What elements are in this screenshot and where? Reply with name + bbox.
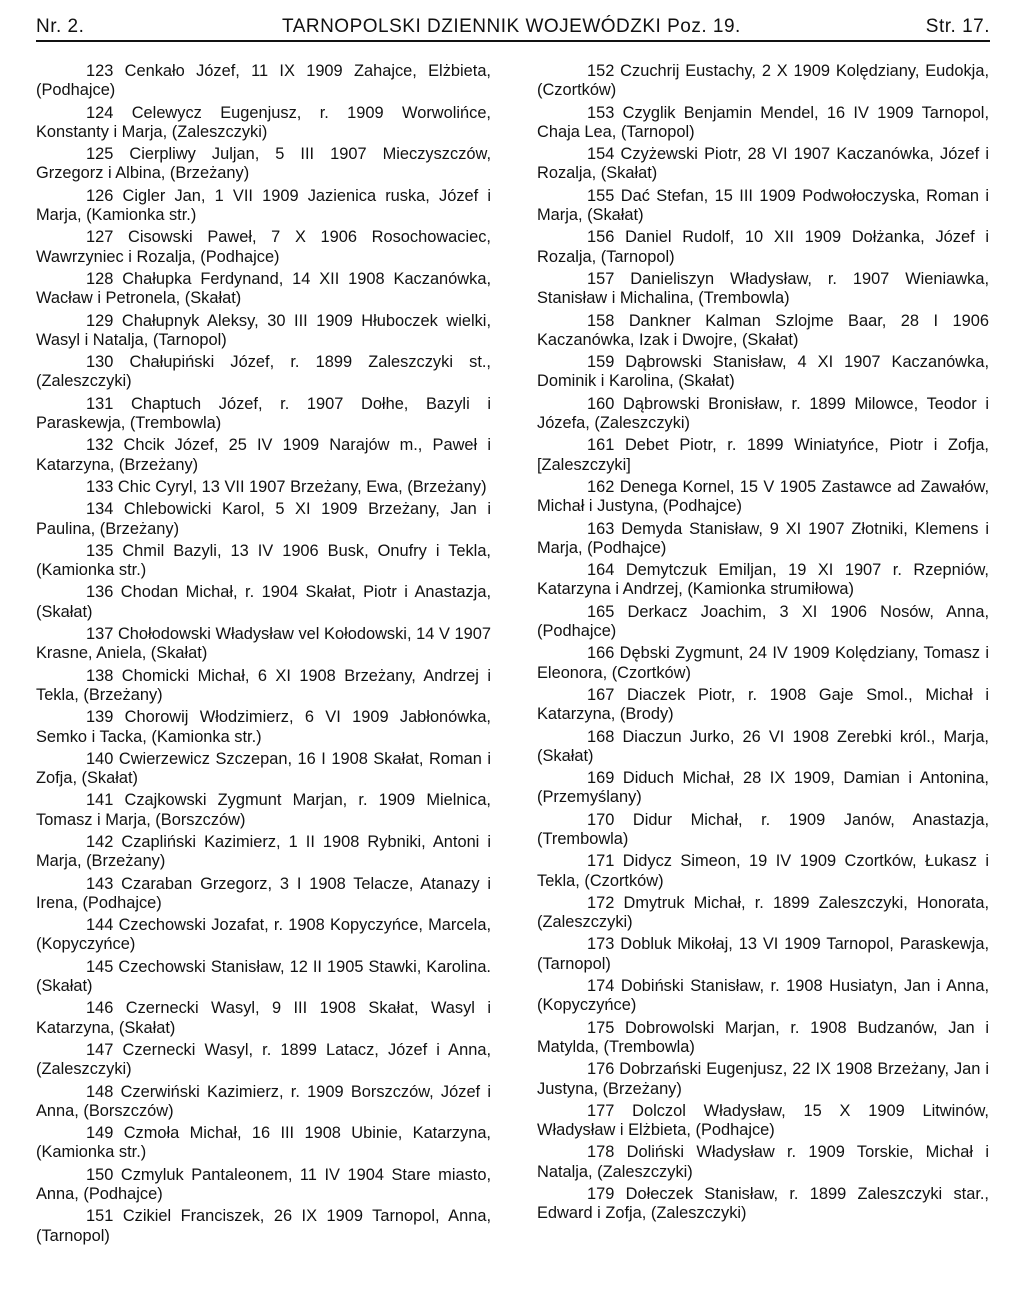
registry-entry: 133 Chic Cyryl, 13 VII 1907 Brzeżany, Ewa, (Brzeżany) [86,477,487,496]
registry-entry: 162 Denega Kornel, 15 V 1905 Zastawce ad Zawałów, Michał i Justyna, (Podhajce) [537,477,989,516]
registry-entry: 136 Chodan Michał, r. 1904 Skałat, Piotr i Anastazja, (Skałat) [36,583,491,621]
registry-entry: 145 Czechowski Stanisław, 12 II 1905 Stawki, Karolina. (Skałat) [36,957,491,996]
registry-entry: 127 Cisowski Paweł, 7 X 1906 Rosochowaciec, Wawrzyniec i Rozalja, (Podhajce) [36,228,491,266]
registry-entry: 123 Cenkało Józef, 11 IX 1909 Zahajce, Elżbieta, (Podhajce) [36,62,491,100]
registry-entry: 128 Chałupka Ferdynand, 14 XII 1908 Kaczanówka, Wacław i Petronela, (Skałat) [36,269,491,308]
page-header [36,12,990,42]
registry-entry: 144 Czechowski Jozafat, r. 1908 Kopyczyńce, Marcela, (Kopyczyńce) [36,916,491,954]
registry-entry: 126 Cigler Jan, 1 VII 1909 Jazienica ruska, Józef i Marja, (Kamionka str.) [36,186,491,225]
registry-entry: 157 Danieliszyn Władysław, r. 1907 Wieniawka, Stanisław i Michalina, (Trembowla) [537,269,989,308]
registry-entry: 160 Dąbrowski Bronisław, r. 1899 Milowce, Teodor i Józefa, (Zaleszczyki) [537,394,989,433]
registry-entry: 132 Chcik Józef, 25 IV 1909 Narajów m., Paweł i Katarzyna, (Brzeżany) [36,436,491,474]
registry-entry: 178 Doliński Władysław r. 1909 Torskie, Michał i Natalja, (Zaleszczyki) [537,1143,989,1181]
registry-entry: 158 Dankner Kalman Szlojme Baar, 28 I 1906 Kaczanówka, Izak i Dwojre, (Skałat) [537,311,989,349]
page-number: Str. 17. [925,16,990,37]
registry-entry: 138 Chomicki Michał, 6 XI 1908 Brzeżany, Andrzej i Tekla, (Brzeżany) [36,666,491,704]
registry-entry: 139 Chorowij Włodzimierz, 6 VI 1909 Jabłonówka, Semko i Tacka, (Kamionka str.) [36,708,491,746]
registry-entry: 137 Chołodowski Władysław vel Kołodowski, 14 V 1907 Krasne, Aniela, (Skałat) [36,625,491,663]
registry-entry: 163 Demyda Stanisław, 9 XI 1907 Złotniki, Klemens i Marja, (Podhajce) [537,519,989,557]
registry-entry: 176 Dobrzański Eugenjusz, 22 IX 1908 Brzeżany, Jan i Justyna, (Brzeżany) [537,1060,989,1098]
registry-entry: 142 Czapliński Kazimierz, 1 II 1908 Rybniki, Antoni i Marja, (Brzeżany) [36,832,491,871]
registry-entry: 166 Dębski Zygmunt, 24 IV 1909 Kolędziany, Tomasz i Eleonora, (Czortków) [537,644,989,682]
registry-entry: 135 Chmil Bazyli, 13 IV 1906 Busk, Onufry i Tekla, (Kamionka str.) [36,541,491,580]
registry-entry: 130 Chałupiński Józef, r. 1899 Zaleszczyki st., (Zaleszczyki) [36,353,491,391]
registry-entry: 172 Dmytruk Michał, r. 1899 Zaleszczyki, Honorata, (Zaleszczyki) [537,893,989,932]
registry-entry: 168 Diaczun Jurko, 26 VI 1908 Zerebki król., Marja, (Skałat) [537,727,989,765]
registry-entry: 129 Chałupnyk Aleksy, 30 III 1909 Hłuboczek wielki, Wasyl i Natalja, (Tarnopol) [36,311,491,349]
registry-entry: 152 Czuchrij Eustachy, 2 X 1909 Kolędziany, Eudokja, (Czortków) [537,62,989,100]
registry-entry: 140 Cwierzewicz Szczepan, 16 I 1908 Skałat, Roman i Zofja, (Skałat) [36,749,491,788]
registry-entry: 134 Chlebowicki Karol, 5 XI 1909 Brzeżany, Jan i Paulina, (Brzeżany) [36,500,491,538]
registry-entry: 173 Dobluk Mikołaj, 13 VI 1909 Tarnopol, Paraskewja, (Tarnopol) [537,935,989,973]
registry-entry: 156 Daniel Rudolf, 10 XII 1909 Dołżanka, Józef i Rozalja, (Tarnopol) [537,228,989,266]
registry-entry: 149 Czmoła Michał, 16 III 1908 Ubinie, Katarzyna, (Kamionka str.) [36,1124,491,1162]
registry-entry: 124 Celewycz Eugenjusz, r. 1909 Worwolińce, Konstanty i Marja, (Zaleszczyki) [36,103,491,141]
issue-number: Nr. 2. [36,16,85,37]
journal-title: TARNOPOLSKI DZIENNIK WOJEWÓDZKI Poz. 19. [282,16,741,37]
registry-entry: 143 Czaraban Grzegorz, 3 I 1908 Telacze, Atanazy i Irena, (Podhajce) [36,874,491,912]
registry-entry: 150 Czmyluk Pantaleonem, 11 IV 1904 Stare miasto, Anna, (Podhajce) [36,1165,491,1204]
registry-entry: 171 Didycz Simeon, 19 IV 1909 Czortków, Łukasz i Tekla, (Czortków) [537,852,989,890]
registry-entry: 174 Dobiński Stanisław, r. 1908 Husiatyn, Jan i Anna, (Kopyczyńce) [537,977,989,1015]
registry-entry: 147 Czernecki Wasyl, r. 1899 Latacz, Józef i Anna, (Zaleszczyki) [36,1040,491,1079]
registry-entry: 170 Didur Michał, r. 1909 Janów, Anastazja, (Trembowla) [537,810,989,848]
registry-entry: 159 Dąbrowski Stanisław, 4 XI 1907 Kaczanówka, Dominik i Karolina, (Skałat) [537,353,989,391]
registry-entry: 155 Dać Stefan, 15 III 1909 Podwołoczyska, Roman i Marja, (Skałat) [537,186,989,225]
registry-entry: 131 Chaptuch Józef, r. 1907 Dołhe, Bazyli i Paraskewja, (Trembowla) [36,394,491,433]
right-column [537,62,989,1227]
registry-entry: 179 Dołeczek Stanisław, r. 1899 Zaleszczyki star., Edward i Zofja, (Zaleszczyki) [537,1185,989,1223]
registry-entry: 177 Dolczol Władysław, 15 X 1909 Litwinów, Władysław i Elżbieta, (Podhajce) [537,1101,989,1140]
registry-entry: 146 Czernecki Wasyl, 9 III 1908 Skałat, Wasyl i Katarzyna, (Skałat) [36,999,491,1037]
registry-entry: 154 Czyżewski Piotr, 28 VI 1907 Kaczanówka, Józef i Rozalja, (Skałat) [537,145,989,183]
registry-entry: 164 Demytczuk Emiljan, 19 XI 1907 r. Rzepniów, Katarzyna i Andrzej, (Kamionka strumiłowa) [537,561,989,599]
registry-entry: 125 Cierpliwy Juljan, 5 III 1907 Mieczyszczów, Grzegorz i Albina, (Brzeżany) [36,145,491,183]
left-column [36,62,491,1249]
registry-entry: 151 Czikiel Franciszek, 26 IX 1909 Tarnopol, Anna, (Tarnopol) [36,1207,491,1245]
registry-entry: 161 Debet Piotr, r. 1899 Winiatyńce, Piotr i Zofja, [Zaleszczyki] [537,436,989,474]
registry-entry: 169 Diduch Michał, 28 IX 1909, Damian i Antonina, (Przemyślany) [537,769,989,807]
registry-entry: 153 Czyglik Benjamin Mendel, 16 IV 1909 Tarnopol, Chaja Lea, (Tarnopol) [537,103,989,141]
registry-entry: 148 Czerwiński Kazimierz, r. 1909 Borszczów, Józef i Anna, (Borszczów) [36,1082,491,1120]
registry-entry: 167 Diaczek Piotr, r. 1908 Gaje Smol., Michał i Katarzyna, (Brody) [537,685,989,724]
registry-entry: 141 Czajkowski Zygmunt Marjan, r. 1909 Mielnica, Tomasz i Marja, (Borszczów) [36,791,491,829]
registry-entry: 165 Derkacz Joachim, 3 XI 1906 Nosów, Anna, (Podhajce) [537,602,989,641]
registry-entry: 175 Dobrowolski Marjan, r. 1908 Budzanów, Jan i Matylda, (Trembowla) [537,1018,989,1056]
